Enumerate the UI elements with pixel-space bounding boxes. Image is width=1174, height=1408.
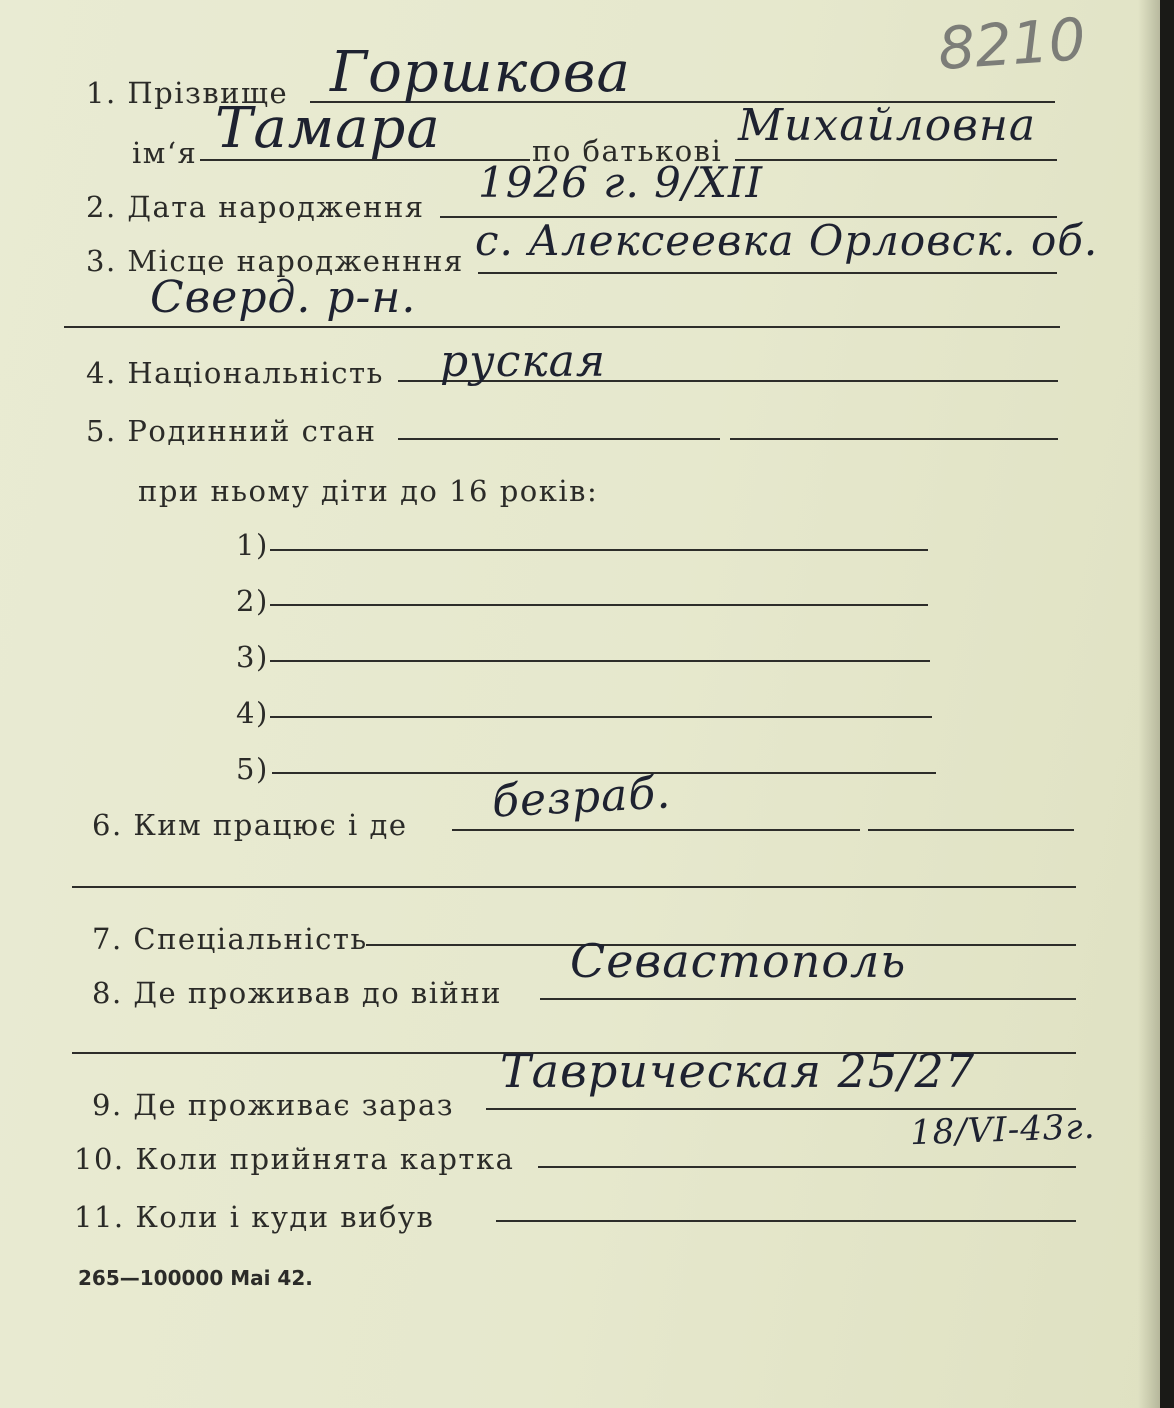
- label-prewar: 8. Де проживав до війни: [92, 976, 502, 1010]
- line-birth-place-2: [64, 326, 1060, 328]
- label-children: при ньому діти до 16 років:: [138, 474, 599, 508]
- label-specialty: 7. Спеціальність: [92, 922, 368, 956]
- value-prewar: Севастополь: [570, 934, 907, 988]
- line-departed: [496, 1220, 1076, 1222]
- value-patronymic: Михайловна: [738, 100, 1037, 151]
- print-imprint: 265—100000 Mai 42.: [78, 1266, 313, 1290]
- value-birth-place-line1: с. Алексеевка Орловск. об.: [475, 216, 1099, 265]
- line-birth-place: [478, 272, 1057, 274]
- child-3-number: 3): [236, 640, 269, 674]
- child-5-number: 5): [236, 752, 269, 786]
- value-work: безраб.: [490, 767, 673, 828]
- value-current: Таврическая 25/27: [500, 1044, 976, 1098]
- archive-number: 8210: [935, 4, 1088, 84]
- line-work-2: [72, 886, 1076, 888]
- child-1-number: 1): [236, 528, 269, 562]
- line-child-1: [270, 549, 928, 551]
- child-4-number: 4): [236, 696, 269, 730]
- label-nationality: 4. Національність: [86, 356, 384, 390]
- line-patronymic: [735, 159, 1057, 161]
- line-child-2: [270, 604, 928, 606]
- line-prewar: [540, 998, 1076, 1000]
- label-work: 6. Ким працює і де: [92, 808, 408, 842]
- line-work-a: [452, 829, 860, 831]
- label-birth-date: 2. Дата народження: [86, 190, 425, 224]
- value-first-name: Тамара: [215, 96, 441, 161]
- label-departed: 11. Коли і куди вибув: [74, 1200, 435, 1234]
- line-child-3: [270, 660, 930, 662]
- line-card-accepted: [538, 1166, 1076, 1168]
- child-2-number: 2): [236, 584, 269, 618]
- label-card-accepted: 10. Коли прийнята картка: [74, 1142, 515, 1176]
- label-current: 9. Де проживає зараз: [92, 1088, 455, 1122]
- label-surname: 1. Прізвище: [86, 76, 289, 110]
- label-marital: 5. Родинний стан: [86, 414, 377, 448]
- line-work-b: [868, 829, 1074, 831]
- line-marital-a: [398, 438, 720, 440]
- value-surname: Горшкова: [330, 40, 631, 105]
- line-child-4: [270, 716, 932, 718]
- label-first-name: ім‘я: [132, 136, 198, 170]
- value-nationality: руская: [440, 336, 606, 387]
- value-birth-place-line2: Сверд. р-н.: [150, 272, 417, 323]
- label-patronymic: по батькові: [532, 134, 723, 168]
- value-birth-date: 1926 г. 9/XII: [478, 158, 764, 207]
- line-marital-b: [730, 438, 1058, 440]
- value-card-accepted: 18/VI-43г.: [909, 1106, 1097, 1154]
- label-birth-place: 3. Місце народженння: [86, 244, 464, 278]
